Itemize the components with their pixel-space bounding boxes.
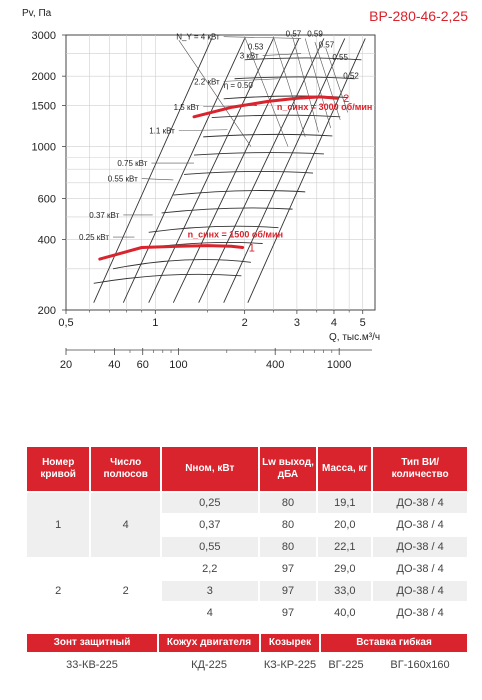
chart-title: ВР-280-46-2,25 [369, 8, 468, 24]
cell-curve: 1 [27, 493, 89, 557]
series-1-label: 1 [248, 242, 255, 255]
cell-vi: ДО-38 / 4 [373, 537, 467, 557]
power-label: 0.55 кВт [107, 174, 138, 184]
power-label: 0.37 кВт [89, 210, 120, 220]
cell-power: 0,37 [199, 519, 221, 531]
header-mass: Масса, кг [318, 447, 371, 491]
power-label: 0.75 кВт [117, 159, 148, 169]
y-tick-label: 2000 [31, 71, 56, 84]
series-1-annotation: n_синх = 1500 об/мин [187, 229, 284, 240]
cell-vi: ДО-38 / 4 [373, 493, 467, 513]
accessories-value-row [27, 654, 467, 676]
cell-mass: 22,1 [318, 537, 371, 557]
power-label: 0.25 кВт [78, 233, 109, 243]
header-power: Nном, кВт [162, 447, 258, 491]
y-tick-label: 200 [37, 305, 56, 317]
accessories-header-row [27, 634, 467, 652]
cell-poles: 4 [91, 493, 160, 557]
cell-lw: 97 [260, 581, 317, 601]
performance-table [25, 445, 469, 625]
value-flex-insert-b: ВГ-160х160 [373, 654, 467, 676]
cell-mass: 33,0 [318, 581, 371, 601]
cell-vi: ДО-38 / 4 [373, 581, 467, 601]
accessories-table [25, 632, 469, 678]
mesh-arc [173, 191, 305, 196]
secondary-tick-label: 20 [59, 359, 73, 371]
header-visor: Козырек [261, 634, 319, 652]
cell-lw: 80 [281, 519, 295, 531]
power-leader [142, 179, 174, 180]
table-row [27, 493, 467, 513]
secondary-tick-label: 100 [169, 359, 188, 371]
cell-power: 3 [162, 581, 258, 601]
cell-power: 0,25 [162, 493, 258, 513]
mesh-arc [94, 274, 242, 283]
secondary-tick-label: 60 [136, 359, 149, 371]
header-vi: Тип ВИ/ количество [373, 447, 467, 491]
cell-power: 4 [206, 607, 213, 619]
power-label: 2.2 кВт [194, 77, 220, 87]
series-2-label: 2 [343, 93, 350, 106]
series-2-annotation: n_синх = 3000 об/мин [276, 102, 373, 113]
efficiency-label: 0.52 [343, 71, 359, 81]
efficiency-line [293, 37, 319, 133]
header-motor-cover: Кожух двигателя [159, 634, 259, 652]
y-tick-label: 3000 [31, 30, 56, 42]
cell-lw: 97 [281, 563, 295, 575]
y-tick-label: 1000 [31, 141, 56, 154]
header-lw: Lw выход, дБА [260, 447, 317, 491]
value-motor-cover: КД-225 [159, 654, 259, 676]
cell-lw: 80 [260, 537, 317, 557]
efficiency-label: 0.53 [247, 42, 264, 52]
x-axis-label: Q, тыс.м³/ч [329, 332, 381, 343]
efficiency-label: 0.55 [332, 52, 348, 62]
cell-mass: 29,0 [334, 563, 356, 575]
power-label: N_Y = 4 кВт [176, 32, 220, 42]
mesh-arc [203, 134, 332, 137]
mesh-diagonal [173, 38, 299, 302]
cell-vi: ДО-38 / 4 [396, 563, 444, 575]
mesh-arc [113, 260, 251, 269]
cell-power: 2,2 [202, 563, 218, 575]
cell-vi: ДО-38 / 4 [396, 607, 444, 619]
efficiency-label: 0.57 [285, 29, 302, 39]
mesh-arc [162, 208, 293, 213]
cell-curve: 2 [55, 585, 62, 597]
cell-power: 0,55 [162, 537, 258, 557]
x-tick-label: 1 [152, 317, 159, 329]
y-tick-label: 400 [37, 234, 56, 247]
y-tick-label: 1500 [31, 100, 56, 113]
x-tick-label: 3 [293, 317, 300, 329]
cell-lw: 97 [281, 607, 295, 619]
mesh-arc [235, 77, 355, 79]
efficiency-label: η = 0.50 [223, 81, 253, 91]
y-tick-label: 600 [37, 193, 56, 206]
table-row [27, 559, 467, 579]
efficiency-label: 0.57 [318, 40, 335, 50]
x-tick-label: 4 [330, 317, 338, 329]
cell-mass: 40,0 [334, 607, 356, 619]
power-label: 1.1 кВт [149, 126, 175, 136]
cell-mass: 20,0 [334, 519, 356, 531]
secondary-tick-label: 1000 [326, 359, 352, 371]
mesh-arc [184, 171, 313, 174]
header-curve: Номер кривой [27, 447, 89, 491]
power-label: 3 кВт [239, 51, 259, 61]
cell-mass: 19,1 [318, 493, 371, 513]
x-tick-label: 5 [359, 317, 366, 329]
cell-poles: 2 [122, 585, 129, 597]
power-label: 1.5 кВт [173, 102, 200, 112]
header-hood: Зонт защитный [27, 634, 157, 652]
table-header-row [27, 447, 467, 491]
y-axis-label: Pv, Па [22, 8, 52, 19]
secondary-tick-label: 400 [266, 359, 285, 371]
value-hood: 33-КВ-225 [27, 654, 157, 676]
fan-curve-mesh [94, 37, 366, 303]
header-poles: Число полюсов [91, 447, 160, 491]
value-visor: КЗ-КР-225 [261, 654, 319, 676]
cell-vi: ДО-38 / 4 [396, 519, 444, 531]
mesh-arc [194, 153, 324, 155]
power-leader [263, 54, 301, 56]
header-flex-insert: Вставка гибкая [321, 634, 467, 652]
efficiency-label: 0.59 [307, 29, 323, 39]
value-flex-insert-a: ВГ-225 [321, 654, 371, 676]
cell-lw: 80 [260, 493, 317, 513]
x-tick-label: 0,5 [58, 317, 74, 329]
x-tick-label: 2 [241, 317, 248, 329]
series-1-line [100, 246, 243, 260]
secondary-tick-label: 40 [108, 359, 121, 371]
